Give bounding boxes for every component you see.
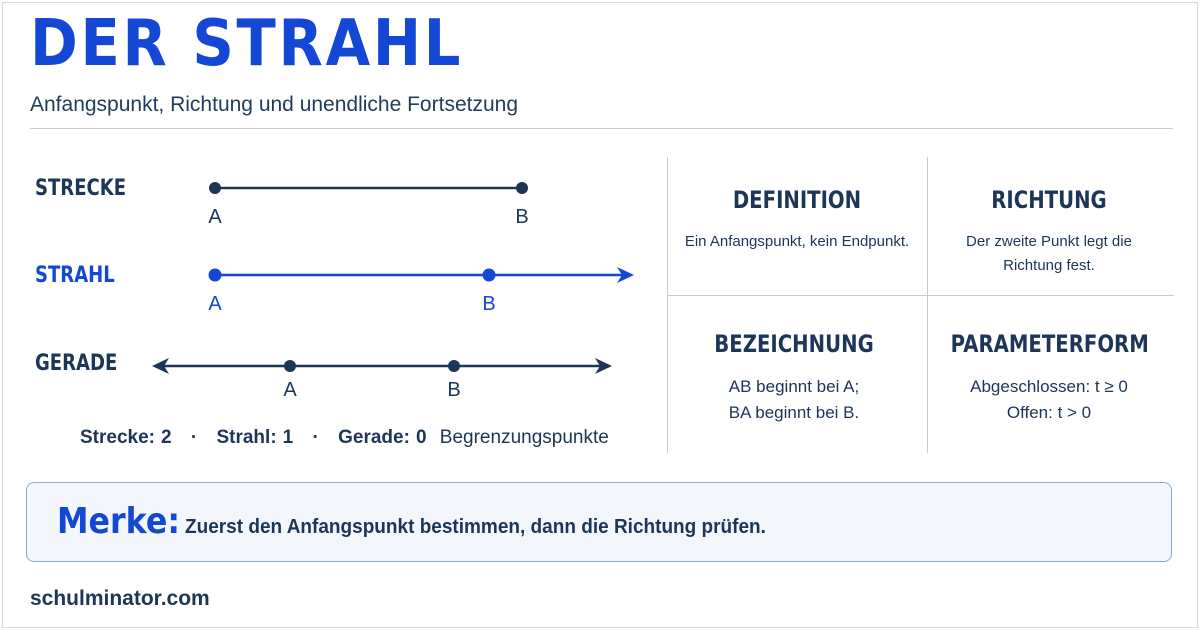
card-parameterform-line2: Offen: t > 0 [1006, 403, 1092, 422]
grid-divider-vertical-left [667, 157, 668, 453]
gerade-diagram [152, 358, 612, 401]
card-bezeichnung-line1: AB beginnt bei A; [728, 377, 860, 396]
gerade-point-b [448, 360, 460, 372]
card-bezeichnung-title: BEZEICHNUNG [714, 330, 874, 358]
count-suffix: Begrenzungspunkte [439, 427, 609, 448]
count-strahl-label: Strahl: [216, 427, 277, 448]
endpoint-counts [80, 427, 609, 449]
grid-divider-vertical-middle [927, 157, 928, 453]
card-definition-text: Ein Anfangspunkt, kein Endpunkt. [684, 233, 910, 250]
card-richtung-line2: Richtung fest. [1003, 257, 1095, 274]
page-title: DER STRAHL [30, 7, 464, 81]
strecke-point-b [516, 182, 528, 194]
card-definition-title: DEFINITION [732, 186, 862, 214]
line-diagrams [0, 0, 660, 420]
count-strecke-value: 2 [161, 427, 172, 448]
gerade-point-a [284, 360, 296, 372]
strahl-label-b: B [482, 293, 496, 315]
row-label-strecke: STRECKE [35, 176, 127, 201]
strahl-point-b [483, 269, 496, 282]
count-gerade-value: 0 [415, 427, 427, 448]
count-separator-1: · [190, 427, 198, 448]
card-parameterform-title: PARAMETERFORM [950, 330, 1149, 358]
count-gerade-label: Gerade: [338, 427, 410, 448]
card-richtung [929, 186, 1169, 278]
strecke-label-b: B [515, 206, 529, 228]
gerade-label-a: A [283, 379, 297, 401]
row-label-strahl: STRAHL [35, 263, 115, 288]
row-label-gerade: GERADE [35, 351, 118, 376]
grid-divider-horizontal [667, 295, 1174, 296]
gerade-label-b: B [447, 379, 461, 401]
count-strecke-label: Strecke: [80, 427, 155, 448]
strahl-diagram [208, 267, 634, 315]
footer-site: schulminator.com [30, 587, 210, 610]
card-bezeichnung [674, 330, 914, 426]
card-parameterform-line1: Abgeschlossen: t ≥ 0 [970, 377, 1128, 396]
card-bezeichnung-line2: BA beginnt bei B. [728, 403, 860, 422]
card-richtung-title: RICHTUNG [991, 186, 1107, 214]
page-subtitle: Anfangspunkt, Richtung und unendliche Fortsetzung [30, 93, 518, 116]
card-richtung-line1: Der zweite Punkt legt die [966, 233, 1132, 250]
strecke-diagram [208, 182, 528, 228]
card-definition [677, 186, 917, 254]
strecke-point-a [209, 182, 221, 194]
count-strahl-value: 1 [282, 427, 294, 448]
merke-box [26, 482, 1172, 562]
count-separator-2: · [312, 427, 319, 448]
strahl-label-a: A [208, 293, 222, 315]
strecke-label-a: A [208, 206, 222, 228]
merke-text: Zuerst den Anfangspunkt bestimmen, dann die Richtung prüfen. [185, 516, 766, 538]
strahl-point-a [209, 269, 222, 282]
merke-title: Merke: [57, 501, 181, 542]
card-parameterform [929, 330, 1169, 426]
